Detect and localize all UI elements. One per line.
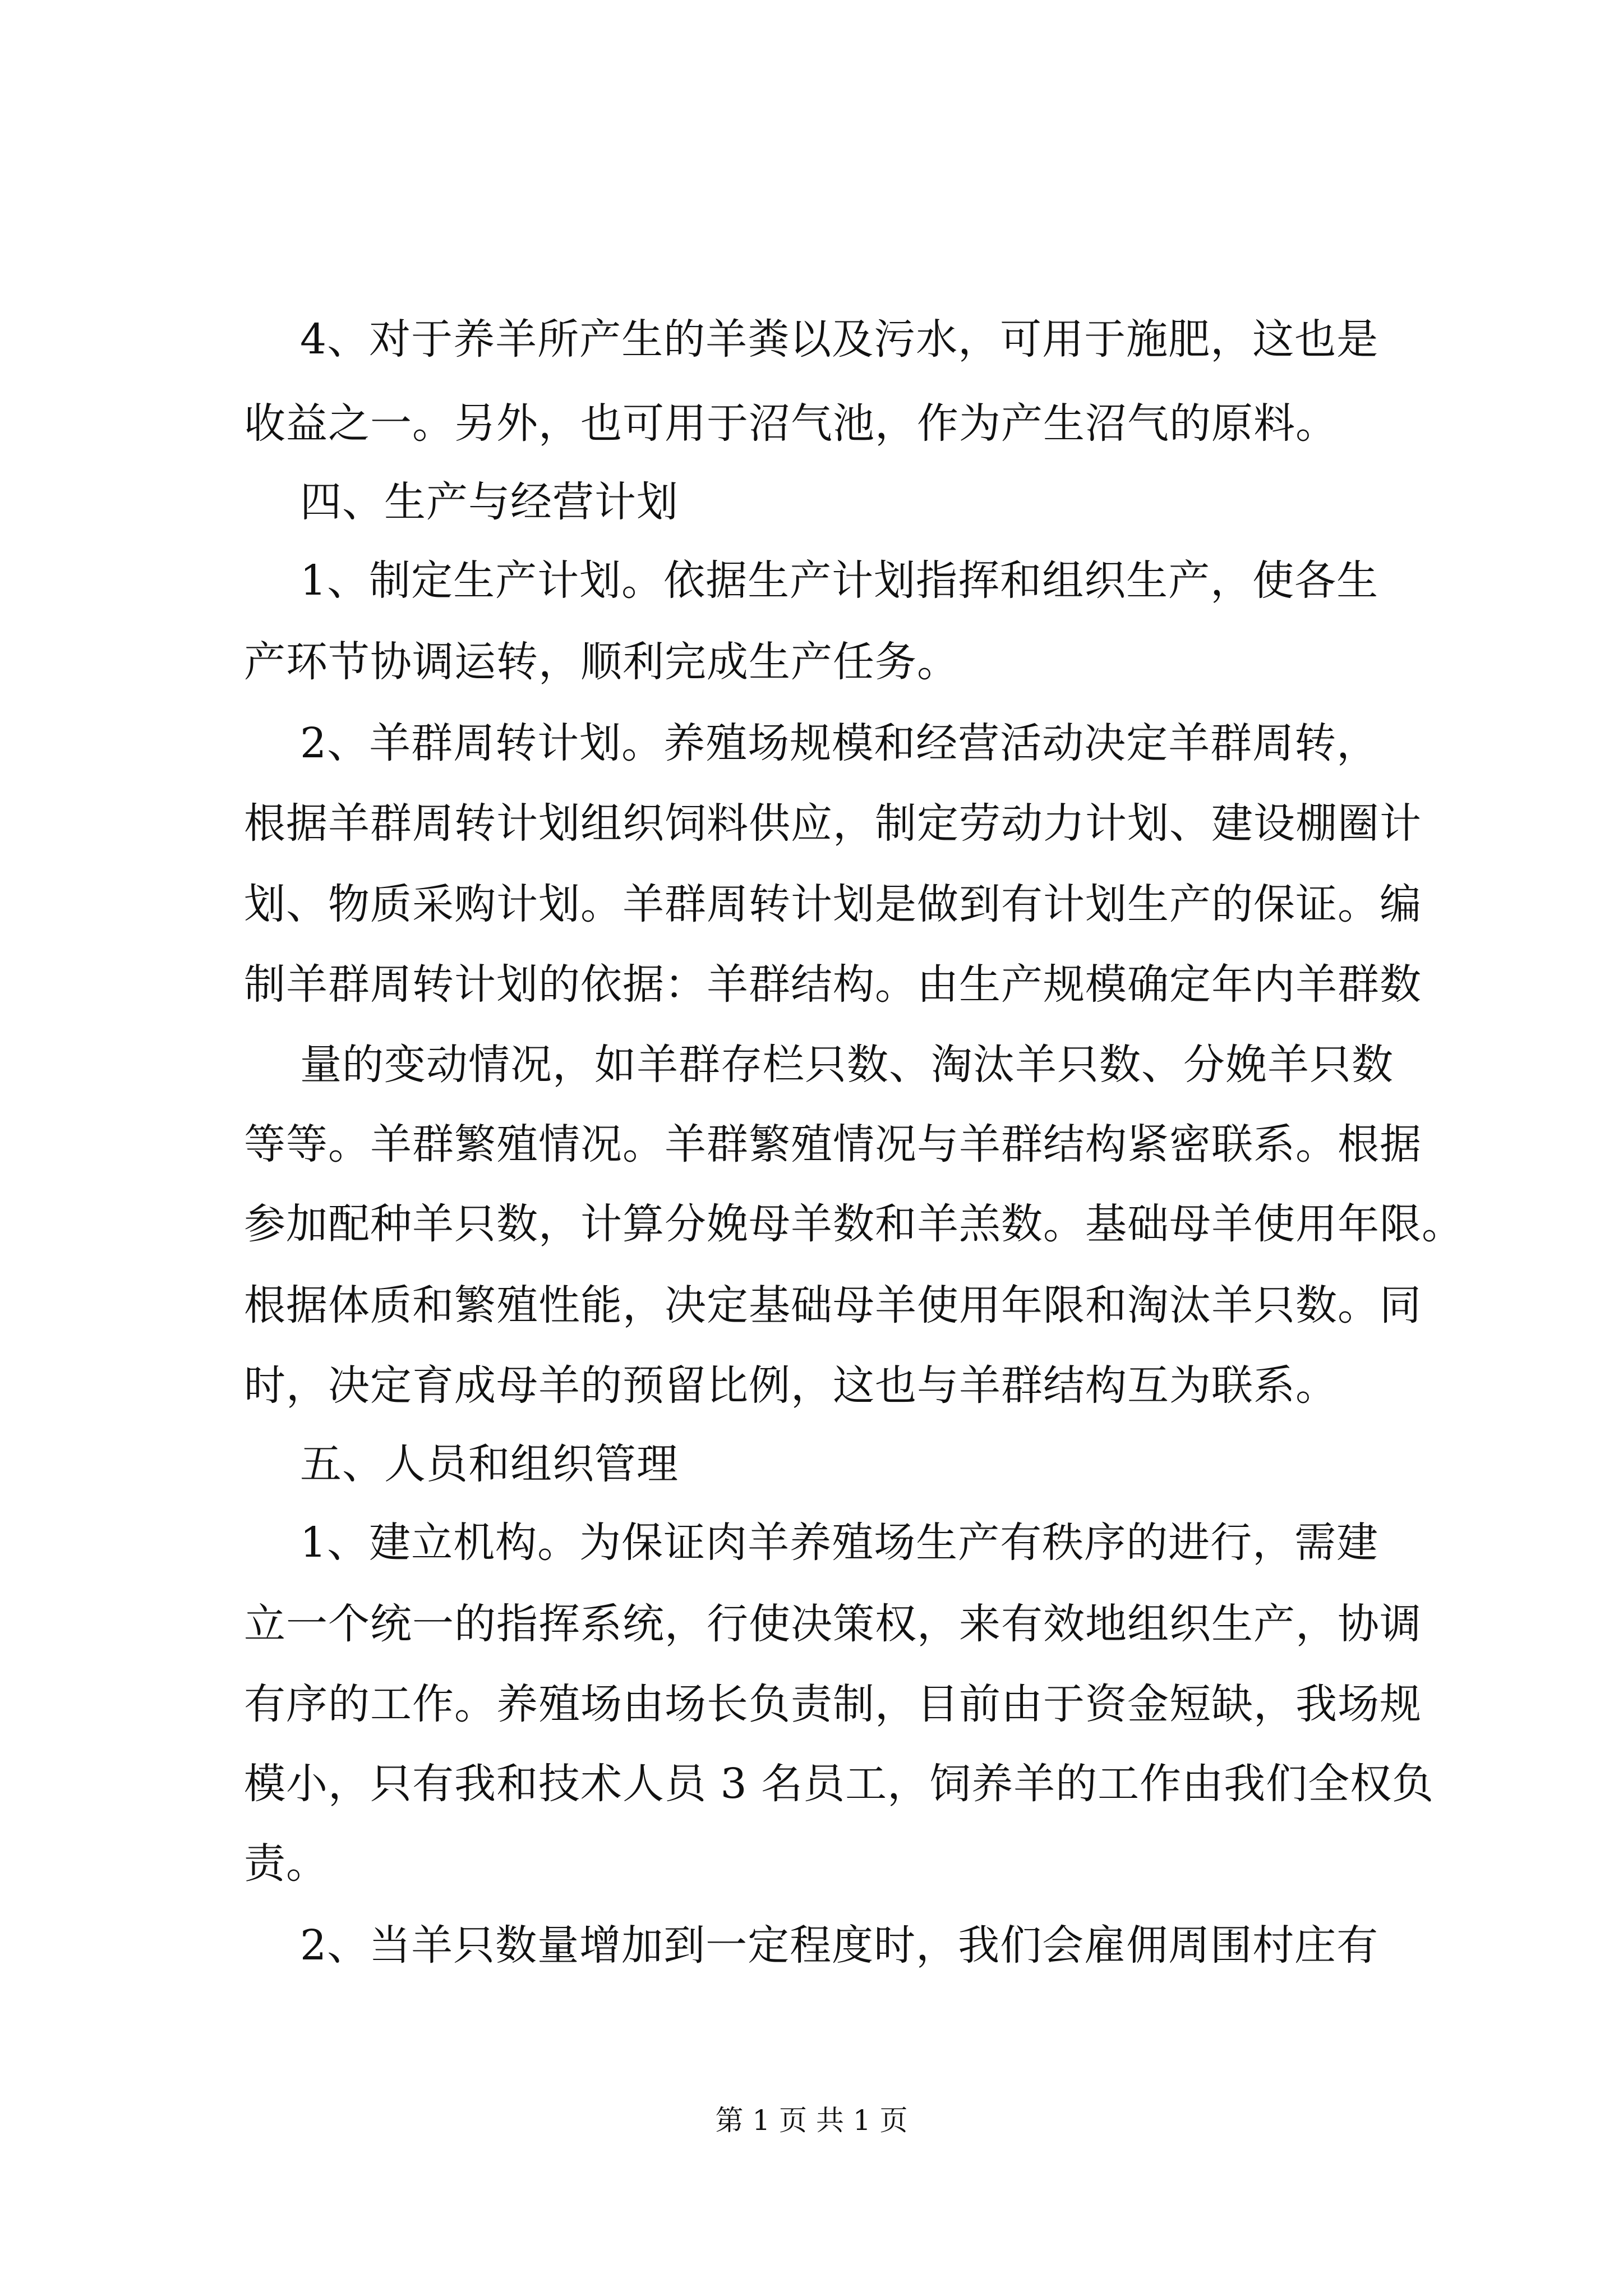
text-line: 产环节协调运转，顺利完成生产任务。 bbox=[244, 638, 959, 686]
text-line: 等等。羊群繁殖情况。羊群繁殖情况与羊群结构紧密联系。根据 bbox=[244, 1120, 1422, 1168]
text-line: 1、建立机构。为保证肉羊养殖场生产有秩序的进行，需建 bbox=[300, 1519, 1379, 1567]
text-line: 4、对于养羊所产生的羊粪以及污水，可用于施肥，这也是 bbox=[300, 315, 1379, 364]
text-line: 量的变动情况，如羊群存栏只数、淘汰羊只数、分娩羊只数 bbox=[300, 1041, 1394, 1089]
text-line: 划、物质采购计划。羊群周转计划是做到有计划生产的保证。编 bbox=[244, 880, 1422, 928]
text-line: 1、制定生产计划。依据生产计划指挥和组织生产，使各生 bbox=[300, 556, 1379, 605]
section-heading: 五、人员和组织管理 bbox=[300, 1440, 679, 1488]
text-line: 收益之一。另外，也可用于沼气池，作为产生沼气的原料。 bbox=[244, 399, 1338, 448]
text-line: 模小，只有我和技术人员 3 名员工，饲养羊的工作由我们全权负 bbox=[244, 1760, 1435, 1808]
section-heading: 四、生产与经营计划 bbox=[300, 478, 679, 526]
page-footer: 第 1 页 共 1 页 bbox=[715, 2104, 908, 2137]
text-line: 立一个统一的指挥系统，行使决策权，来有效地组织生产，协调 bbox=[244, 1600, 1422, 1648]
text-line: 2、羊群周转计划。养殖场规模和经营活动决定羊群周转， bbox=[300, 719, 1379, 767]
text-line: 有序的工作。养殖场由场长负责制，目前由于资金短缺，我场规 bbox=[244, 1680, 1422, 1728]
text-line: 责。 bbox=[244, 1839, 328, 1888]
text-line: 根据体质和繁殖性能，决定基础母羊使用年限和淘汰羊只数。同 bbox=[244, 1281, 1422, 1329]
text-line: 根据羊群周转计划组织饲料供应，制定劳动力计划、建设棚圈计 bbox=[244, 799, 1422, 848]
text-line: 制羊群周转计划的依据：羊群结构。由生产规模确定年内羊群数 bbox=[244, 960, 1422, 1009]
text-line: 参加配种羊只数，计算分娩母羊数和羊羔数。基础母羊使用年限。 bbox=[244, 1200, 1464, 1248]
text-line: 时，决定育成母羊的预留比例，这也与羊群结构互为联系。 bbox=[244, 1361, 1338, 1410]
text-line: 2、当羊只数量增加到一定程度时，我们会雇佣周围村庄有 bbox=[300, 1921, 1379, 1970]
